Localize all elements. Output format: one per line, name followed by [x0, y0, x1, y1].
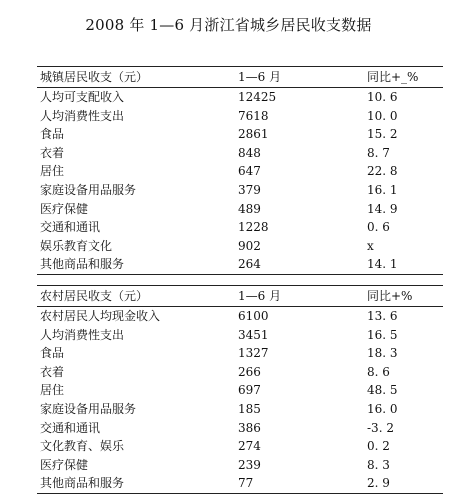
row-label: 农村居民人均现金收入: [40, 309, 161, 323]
row-label: 其他商品和服务: [40, 476, 125, 491]
table-row: [37, 474, 443, 493]
row-label: 人均可支配收入: [40, 90, 125, 104]
table-row: [37, 88, 443, 107]
row-value: 386: [238, 420, 261, 435]
table-row: [37, 162, 443, 181]
row-value: 3451: [238, 327, 269, 342]
row-label: 食品: [40, 127, 65, 142]
table-row: [37, 125, 443, 144]
row-yoy: 10. 0: [367, 108, 398, 123]
header-period: 1—6 月: [238, 289, 282, 303]
row-yoy: 16. 0: [367, 401, 398, 416]
table-row: [37, 326, 443, 345]
row-yoy: 8. 3: [367, 457, 390, 472]
row-yoy: 18. 3: [367, 346, 398, 361]
row-label: 人均消费性支出: [40, 108, 125, 123]
rural-table: [37, 285, 443, 494]
table-row: [37, 255, 443, 274]
row-value: 77: [238, 476, 254, 491]
table-row: [37, 144, 443, 163]
row-value: 7618: [238, 108, 269, 123]
row-yoy: 8. 7: [367, 145, 390, 160]
table-row: [37, 419, 443, 438]
row-label: 其他商品和服务: [40, 257, 125, 272]
table-row: [37, 200, 443, 219]
row-yoy: 14. 1: [367, 257, 398, 272]
table-bottom-rule: [37, 493, 443, 494]
table-row: [37, 456, 443, 475]
table-row: [37, 218, 443, 237]
page-title: 2008 年 1—6 月浙江省城乡居民收支数据: [85, 16, 372, 34]
row-label: 家庭设备用品服务: [40, 182, 137, 197]
header-yoy: 同比+_%: [367, 70, 419, 84]
table-row: [37, 107, 443, 126]
row-value: 12425: [238, 90, 277, 104]
row-value: 379: [238, 182, 261, 197]
row-value: 185: [238, 401, 261, 416]
row-value: 274: [238, 439, 261, 454]
table-header-row: [37, 67, 443, 87]
row-value: 266: [238, 364, 261, 379]
table-body: [37, 88, 443, 274]
row-yoy: 0. 6: [367, 220, 390, 235]
row-label: 医疗保健: [40, 201, 89, 216]
row-yoy: 16. 1: [367, 182, 398, 197]
row-label: 交通和通讯: [40, 420, 101, 435]
table-header-row: [37, 286, 443, 306]
row-label: 食品: [40, 346, 65, 361]
row-value: 264: [238, 257, 261, 272]
row-yoy: 10. 6: [367, 90, 398, 104]
header-period: 1—6 月: [238, 70, 282, 84]
row-value: 2861: [238, 127, 269, 142]
row-yoy: x: [367, 238, 374, 253]
row-value: 239: [238, 457, 261, 472]
row-yoy: 22. 8: [367, 164, 398, 179]
row-yoy: 14. 9: [367, 201, 398, 216]
table-row: [37, 237, 443, 256]
header-yoy: 同比+%: [367, 289, 413, 303]
row-yoy: 8. 6: [367, 364, 390, 379]
row-label: 居住: [40, 164, 65, 179]
header-category: 城镇居民收支（元）: [40, 70, 149, 84]
row-value: 1228: [238, 220, 269, 235]
row-yoy: 0. 2: [367, 439, 390, 454]
row-label: 衣着: [40, 145, 65, 160]
row-value: 1327: [238, 346, 269, 361]
row-value: 489: [238, 201, 261, 216]
table-row: [37, 381, 443, 400]
row-label: 家庭设备用品服务: [40, 401, 137, 416]
row-value: 848: [238, 145, 261, 160]
table-row: [37, 400, 443, 419]
table-row: [37, 363, 443, 382]
row-value: 697: [238, 383, 261, 398]
header-category: 农村居民收支（元）: [40, 289, 149, 303]
table-bottom-rule: [37, 274, 443, 275]
row-label: 衣着: [40, 364, 65, 379]
row-value: 647: [238, 164, 261, 179]
row-value: 902: [238, 238, 261, 253]
row-yoy: 13. 6: [367, 309, 398, 323]
row-yoy: 2. 9: [367, 476, 390, 491]
row-yoy: -3. 2: [367, 420, 394, 435]
table-row: [37, 437, 443, 456]
urban-table: [37, 66, 443, 275]
row-label: 娱乐教育文化: [40, 238, 113, 253]
row-label: 医疗保健: [40, 457, 89, 472]
row-yoy: 15. 2: [367, 127, 398, 142]
row-value: 6100: [238, 309, 269, 323]
row-label: 人均消费性支出: [40, 327, 125, 342]
table-body: [37, 307, 443, 493]
table-row: [37, 181, 443, 200]
row-label: 居住: [40, 383, 65, 398]
row-yoy: 48. 5: [367, 383, 398, 398]
row-label: 文化教育、娱乐: [40, 439, 125, 454]
row-label: 交通和通讯: [40, 220, 101, 235]
table-row: [37, 344, 443, 363]
row-yoy: 16. 5: [367, 327, 398, 342]
table-row: [37, 307, 443, 326]
